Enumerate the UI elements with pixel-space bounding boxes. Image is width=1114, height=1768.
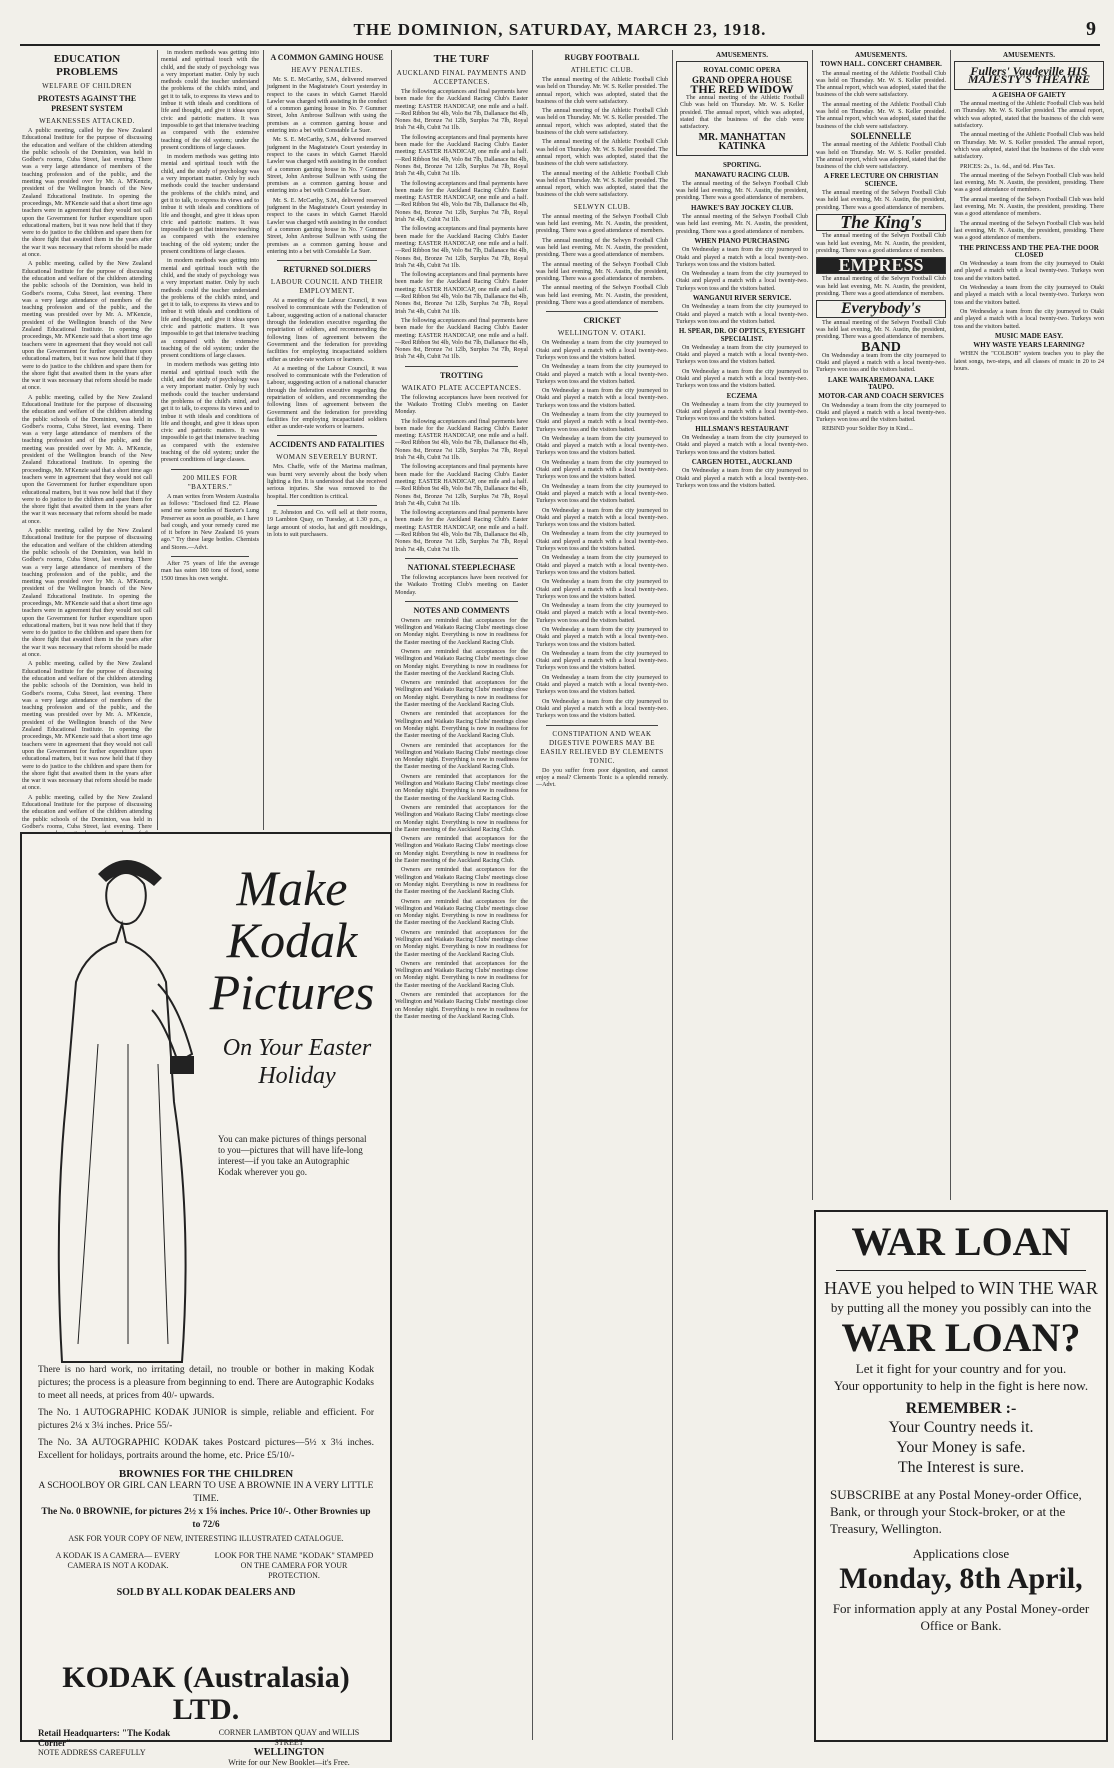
ad-filler: On Wednesday a team from the city journeyed to Otaki and played a match with a local twenty-two. Turkeys won toss and the visitors batted. xyxy=(954,308,1104,330)
divider xyxy=(277,435,377,436)
column-education-cont xyxy=(161,50,259,826)
ad-filler: On Wednesday a team from the city journeyed to Otaki and played a match with a local twenty-two. Turkeys won toss and the visitors batted. xyxy=(676,468,808,489)
kings-logo: The King's xyxy=(816,214,946,231)
red-widow: THE RED WIDOW xyxy=(690,81,794,96)
article-body-filler: The following acceptances and final payments have been made for the Auckland Racing Club's Easter meeting: EASTER HANDICAP, one mile and a half.—Red Ribbon 9st 4lb, Volo 8st 7lb, Dallanace 8st 4lb, Nones 8st, Bronze 7st 12lb, Surplus 7st 7lb, Royal Irish 7st 4lb, Cubit 7st 1lb. xyxy=(395,510,528,553)
kodak-p1: There is no hard work, no irritating detail, no trouble or bother in making Kodak pictures; the process is a pleasure from beginning to end. There are Autographic Kodaks to meet all needs, at prices from 40/- upwards. xyxy=(38,1365,374,1401)
article-body-filler: A public meeting, called by the New Zealand Educational Institute for the purpose of discussing the education and welfare of the children attending the public schools of the Dominion, was held in Godber's rooms, Cuba Street, last evening. There was a very large attendance of members of the teaching profession and of the public, and the meeting was presided over by Mr. A. M'Kenzie, president of the Wellington branch of the New Zealand Educational Institute. In opening the proceedings, Mr. M'Kenzie said that a short time ago teachers were in agreement that they would not call upon the Government for further expenditure upon educational matters, but it was now held that if they were to do justice to the children and spare them for the shore fight that awaited them in the years after the war it was necessary that reform should be made at once. xyxy=(22,261,152,392)
article-body-filler: in modern methods was getting into mental and spiritual touch with the child, and the study of psychology was a very important matter. Only by such methods could the teacher understand the problems of the child's mind, and get it to talk, to express its views and to imbue it with ideals and conditions of life and thought, and give it ideas upon civic and patriotic matters. It was impossible to get that intensive teaching as compared with the extensive teaching of the old system; under the present conditions of large classes. xyxy=(161,258,259,360)
brownies-2: The No. 0 BROWNIE, for pictures 2½ x 1⅝ inches. Price 10/-. Other Brownies up to 72/6 xyxy=(41,1507,371,1530)
brownies-1: A SCHOOLBOY OR GIRL CAN LEARN TO USE A BROWNIE IN A VERY LITTLE TIME. xyxy=(38,1481,374,1504)
article-body-filler: A public meeting, called by the New Zealand Educational Institute for the purpose of discussing the education and welfare of the children attending the public schools of the Dominion, was held in Godber's rooms, Cuba Street, last evening. There was a very large attendance of members of the teaching profession and of the public, and the meeting was presided over by Mr. A. M'Kenzie, president of the Wellington branch of the New Zealand Educational Institute. In opening the proceedings, Mr. M'Kenzie said that a short time ago teachers were in agreement that they would not call upon the Government for further expenditure upon educational matters, but it was now held that if they were to do justice to the children and spare them for the shore fight that awaited them in the years after the war it was necessary that reform should be made at once. xyxy=(22,394,152,525)
divider xyxy=(277,505,377,506)
headline-rugby: RUGBY FOOTBALL xyxy=(564,53,640,62)
article-body-filler: in modern methods was getting into mental and spiritual touch with the child, and the study of psychology was a very important matter. Only by such methods could the teacher understand the problems of the child's mind, and get it to talk, to express its views and to imbue it with ideals and conditions of life and thought, and give it ideas upon civic and patriotic matters. It was impossible to get that intensive teaching as compared with the extensive teaching of the old system; under the present conditions of large classes. xyxy=(161,362,259,464)
article-body-filler: Owners are reminded that acceptances for the Wellington and Waikato Racing Clubs' meetings close on Monday night. Everything is now in readiness for the Easter meeting of the Auckland Racing Club. xyxy=(395,992,528,1020)
headline-soldiers: RETURNED SOLDIERS xyxy=(283,265,371,275)
band: BAND xyxy=(861,339,901,355)
kodak-headline: Make Kodak Pictures xyxy=(209,860,375,1020)
war-loan-r3: The Interest is sure. xyxy=(897,1459,1025,1476)
ad-filler: The annual meeting of the Selwyn Football Club was held last evening, Mr. N. Austin, the president, presiding. There was a good attendance of members. xyxy=(676,180,808,202)
article-body-filler: Mr. S. E. McCarthy, S.M., delivered reserved judgment in the Magistrate's Court yesterday in respect to the cases in which Garnet Harold Lawler was charged with assisting in the conduct of a common gaming house in No. 7 Gummer Street, John Ambrose Sullivan with using the premises as a common gaming house and entering into a bet with Constable Le Suer. xyxy=(267,137,387,195)
ad-filler: On Wednesday a team from the city journeyed to Otaki and played a match with a local twenty-two. Turkeys won toss and the visitors batted. xyxy=(676,435,808,456)
article-body: The annual meeting of the Selwyn Football Club was held last evening, Mr. N. Austin, the president, presiding. There was a good attendance of members. xyxy=(536,213,668,235)
opera-ad xyxy=(676,61,808,156)
article-body: The following acceptances have been received for the Waikato Trotting Club's meeting on Easter Monday. xyxy=(395,394,528,416)
kodak-advertisement xyxy=(20,832,392,1767)
manawatu: MANAWATU RACING CLUB. xyxy=(694,170,790,179)
column-amusements-3 xyxy=(954,50,1104,1200)
hillsman: HILLSMAN'S RESTAURANT xyxy=(695,424,789,433)
war-loan-close: Applications close xyxy=(912,1546,1010,1561)
baxters-text: A man writes from Western Australia as follows: "Enclosed find £2. Please send me some bottles of Baxter's Lung Preserver as soon as possible, as I have bad cough, and your remedy cured me of it before in New Zealand 16 years ago." Try these large bottles. Chemists and Stores.—Advt. xyxy=(161,493,259,551)
fullers-logo: Fullers' Vaudeville HIS MAJESTY'S THEATRE xyxy=(954,61,1104,90)
kodak-address xyxy=(204,1728,374,1768)
subhead-penalties: HEAVY PENALTIES. xyxy=(291,66,363,74)
lecture: A FREE LECTURE ON CHRISTIAN SCIENCE. xyxy=(823,172,939,188)
article-body-filler: On Wednesday a team from the city journeyed to Otaki and played a match with a local twenty-two. Turkeys won toss and the visitors batted. xyxy=(536,364,668,385)
article-body: Mrs. Chaffe, wife of the Marima mailman, was burnt very severely about the body when lighting a fire. It is understood that she received serious injuries. She was removed to the hospital. Her condition is critical. xyxy=(267,464,387,500)
article-body-filler: The following acceptances and final payments have been made for the Auckland Racing Club's Easter meeting: EASTER HANDICAP, one mile and a half.—Red Ribbon 9st 4lb, Volo 8st 7lb, Dallanace 8st 4lb, Nones 8st, Bronze 7st 12lb, Surplus 7st 7lb, Royal Irish 7st 4lb, Cubit 7st 1lb. xyxy=(395,464,528,507)
article-body: in modern methods was getting into mental and spiritual touch with the child, and the study of psychology was a very important matter. Only by such methods could the teacher understand the problems of the child's mind, and get it to talk, to express its views and to imbue it with ideals and conditions of life and thought, and give it ideas upon civic and patriotic matters. It was impossible to get that intensive teaching as compared with the extensive teaching of the old system; under the present conditions of large classes. xyxy=(161,50,259,151)
article-body-filler: Owners are reminded that acceptances for the Wellington and Waikato Racing Clubs' meetings close on Monday night. Everything is now in readiness for the Easter meeting of the Auckland Racing Club. xyxy=(395,711,528,740)
article-body-filler: Mr. S. E. McCarthy, S.M., delivered reserved judgment in the Magistrate's Court yesterday in respect to the cases in which Garnet Harold Lawler was charged with assisting in the conduct of a common gaming house in No. 7 Gummer Street, John Ambrose Sullivan with using the premises as a common gaming house and entering into a bet with Constable Le Suer. xyxy=(267,197,387,255)
subhead-auckland: AUCKLAND FINAL PAYMENTS AND ACCEPTANCES. xyxy=(396,69,527,86)
subhead-labour: LABOUR COUNCIL AND THEIR EMPLOYMENT. xyxy=(270,278,384,296)
waste-years: WHY WASTE YEARS LEARNING? xyxy=(973,341,1085,350)
kodak-subhead: On Your Easter Holiday xyxy=(222,1035,372,1089)
article-body-filler: A public meeting, called by the New Zealand Educational Institute for the purpose of discussing the education and welfare of the children attending the public schools of the Dominion, was held in Godber's rooms, Cuba Street, last evening. There xyxy=(22,794,152,830)
ad-filler: On Wednesday a team from the city journeyed to Otaki and played a match with a local twenty-two. Turkeys won toss and the visitors batted. xyxy=(676,304,808,325)
war-loan-opportunity: Your opportunity to help in the fight is here now. xyxy=(833,1378,1089,1393)
note-address: NOTE ADDRESS CAREFULLY xyxy=(38,1748,146,1757)
kodak-corner-address: CORNER LAMBTON QUAY and WILLIS STREET xyxy=(218,1728,360,1747)
column-gaming xyxy=(267,50,387,826)
masthead xyxy=(20,18,1100,46)
kodak-ltd: KODAK (Australasia) LTD. xyxy=(62,1661,350,1726)
hawkes-bay: HAWKE'S BAY JOCKEY CLUB. xyxy=(691,203,793,212)
mr-manhattan: MR. MANHATTAN xyxy=(698,131,786,143)
kodak-copy xyxy=(38,1364,374,1598)
shows: THE PRINCESS AND THE PEA-THE DOOR CLOSED xyxy=(959,243,1099,259)
ad-filler: The annual meeting of the Athletic Football Club was held on Thursday. Mr. W. S. Keller presided. The annual report, which was adopted, stated that the business of the club were satisfactory. xyxy=(954,132,1104,161)
column-football xyxy=(536,50,668,1736)
article-body-filler: On Wednesday a team from the city journeyed to Otaki and played a match with a local twenty-two. Turkeys won toss and the visitors batted. xyxy=(536,698,668,720)
ad-filler: On Wednesday a team from the city journeyed to Otaki and played a match with a local twenty-two. Turkeys won toss and the visitors batted. xyxy=(676,344,808,366)
headline-steeplechase: NATIONAL STEEPLECHASE xyxy=(407,562,516,572)
war-loan-fight: Let it fight for your country and for you. xyxy=(855,1361,1067,1376)
clements-text: Do you suffer from poor digestion, and cannot enjoy a meal? Clements Tonic is a splendid remedy.—Advt. xyxy=(536,767,668,789)
everybodys-logo: Everybody's xyxy=(816,300,946,317)
subhead-weaknesses: WEAKNESSES ATTACKED. xyxy=(39,117,135,125)
headline-accidents: ACCIDENTS AND FATALITIES xyxy=(269,440,385,450)
subhead-protests: PROTESTS AGAINST THE PRESENT SYSTEM xyxy=(37,94,137,113)
article-body-filler: On Wednesday a team from the city journeyed to Otaki and played a match with a local twenty-two. Turkeys won toss and the visitors batted. xyxy=(536,507,668,529)
article-body-filler: The annual meeting of the Selwyn Football Club was held last evening, Mr. N. Austin, the president, presiding. There was a good attendance of members. xyxy=(536,285,668,307)
article-body-filler: Owners are reminded that acceptances for the Wellington and Waikato Racing Clubs' meetings close on Monday night. Everything is now in readiness for the Easter meeting of the Auckland Racing Club. xyxy=(395,742,528,771)
column-rule xyxy=(672,50,673,1740)
article-body-filler: Owners are reminded that acceptances for the Wellington and Waikato Racing Clubs' meetings close on Monday night. Everything is now in readiness for the Easter meeting of the Auckland Racing Club. xyxy=(395,960,528,989)
kodak-footer xyxy=(38,1662,374,1768)
article-body-filler: On Wednesday a team from the city journeyed to Otaki and played a match with a local twenty-two. Turkeys won toss and the visitors batted. xyxy=(536,483,668,505)
article-body-filler: in modern methods was getting into mental and spiritual touch with the child, and the study of psychology was a very important matter. Only by such methods could the teacher understand the problems of the child's mind, and get it to talk, to express its views and to imbue it with ideals and conditions of life and thought, and give it ideas upon civic and patriotic matters. It was impossible to get that intensive teaching as compared with the extensive teaching of the old system; under the present conditions of large classes. xyxy=(161,154,259,256)
article-body: On Wednesday a team from the city journeyed to Otaki and played a match with a local twenty-two. Turkeys won toss and the visitors batted. xyxy=(536,340,668,361)
headline-notes: NOTES AND COMMENTS xyxy=(413,605,510,615)
divider xyxy=(171,556,249,557)
headline-cricket: CRICKET xyxy=(583,316,621,326)
column-rule xyxy=(532,50,533,1740)
article-body-filler: The following acceptances and final payments have been made for the Auckland Racing Club's Easter meeting: EASTER HANDICAP, one mile and a half.—Red Ribbon 9st 4lb, Volo 8st 7lb, Dallanace 8st 4lb, Nones 8st, Bronze 7st 12lb, Surplus 7st 7lb, Royal Irish 7st 4lb, Cubit 7st 1lb. xyxy=(395,180,528,224)
sold-by: SOLD BY ALL KODAK DEALERS AND xyxy=(116,1587,296,1598)
woman-illustration-icon xyxy=(38,844,208,1384)
ad-filler: The annual meeting of the Selwyn Football Club was held last evening, Mr. N. Austin, the president, presiding. There was a good attendance of members. xyxy=(676,214,808,235)
war-loan-date: Monday, 8th April, xyxy=(839,1562,1083,1595)
optical: H. SPEAR, DR. OF OPTICS, EYESIGHT SPECIALIST. xyxy=(678,327,806,343)
ad-filler: On Wednesday a team from the city journeyed to Otaki and played a match with a local twenty-two. Turkeys won toss and the visitors batted. xyxy=(816,402,946,424)
article-body-filler: The annual meeting of the Athletic Football Club was held on Thursday. Mr. W. S. Keller presided. The annual report, which was adopted, stated that the business of the club were satisfactory. xyxy=(536,108,668,137)
ad-filler: On Wednesday a team from the city journeyed to Otaki and played a match with a local twenty-two. Turkeys won toss and the visitors batted. xyxy=(676,401,808,423)
subhead-selwyn: SELWYN CLUB. xyxy=(573,202,631,211)
article-body-filler: Owners are reminded that acceptances for the Wellington and Waikato Racing Clubs' meetings close on Monday night. Everything is now in readiness for the Easter meeting of the Auckland Racing Club. xyxy=(395,836,528,865)
piano: WHEN PIANO PURCHASING xyxy=(694,236,790,245)
article-body-filler: The annual meeting of the Athletic Football Club was held on Thursday. Mr. W. S. Keller presided. The annual report, which was adopted, stated that the business of the club were satisfactory. xyxy=(536,139,668,168)
amusements-header: AMUSEMENTS. xyxy=(716,51,768,59)
clements-head: CONSTIPATION AND WEAK DIGESTIVE POWERS MAY BE EASILY RELIEVED BY CLEMENTS TONIC. xyxy=(540,729,664,765)
article-body-filler: The annual meeting of the Athletic Football Club was held on Thursday. Mr. W. S. Keller presided. The annual report, which was adopted, stated that the business of the club were satisfactory. xyxy=(536,170,668,199)
article-body-filler: On Wednesday a team from the city journeyed to Otaki and played a match with a local twenty-two. Turkeys won toss and the visitors batted. xyxy=(536,388,668,409)
column-rule xyxy=(263,50,264,830)
masthead-title: THE DOMINION, SATURDAY, MARCH 23, 1918. xyxy=(353,20,767,39)
ad-filler: The annual meeting of the Selwyn Football Club was held last evening, Mr. N. Austin, the president, presiding. There was a good attendance of members. xyxy=(954,220,1104,242)
motor: MOTOR-CAR AND COACH SERVICES xyxy=(818,392,944,401)
article-body-filler: On Wednesday a team from the city journeyed to Otaki and played a match with a local twenty-two. Turkeys won toss and the visitors batted. xyxy=(536,555,668,576)
eczema: ECZEMA xyxy=(726,391,758,400)
headline-education: EDUCATION PROBLEMS xyxy=(53,53,121,78)
article-body-filler: On Wednesday a team from the city journeyed to Otaki and played a match with a local twenty-two. Turkeys won toss and the visitors batted. xyxy=(536,579,668,600)
article-body-filler: The following acceptances and final payments have been made for the Auckland Racing Club's Easter meeting: EASTER HANDICAP, one mile and a half.—Red Ribbon 9st 4lb, Volo 8st 7lb, Dallanace 8st 4lb, Nones 8st, Bronze 7st 12lb, Surplus 7st 7lb, Royal Irish 7st 4lb, Cubit 7st 1lb. xyxy=(395,226,528,269)
article-body-filler: Owners are reminded that acceptances for the Wellington and Waikato Racing Clubs' meetings close on Monday night. Everything is now in readiness for the Easter meeting of the Auckland Racing Club. xyxy=(395,867,528,896)
wanganui: WANGANUI RIVER SERVICE. xyxy=(692,294,792,303)
subhead-burnt: WOMAN SEVERELY BURNT. xyxy=(276,453,378,462)
subhead-otaki: WELLINGTON V. OTAKI. xyxy=(557,329,647,338)
war-loan-q1: HAVE you helped to WIN THE WAR xyxy=(824,1278,1098,1298)
article-body-filler: The following acceptances have been received for the Waikato Trotting Club's meeting on Easter Monday. xyxy=(395,574,528,596)
ad-filler: The annual meeting of the Athletic Football Club was held on Thursday. Mr. W. S. Keller presided. The annual report, which was adopted, stated that the business of the club were satisfactory. xyxy=(816,101,946,130)
ad-filler: The annual meeting of the Athletic Football Club was held on Thursday. Mr. W. S. Keller presided. The annual report, which was adopted, stated that the business of the club were satisfactory. xyxy=(680,95,804,131)
lake: LAKE WAIKAREMOANA. LAKE TAUPO. xyxy=(827,375,935,391)
katinka: KATINKA xyxy=(718,140,766,152)
column-amusements-1 xyxy=(676,50,808,1736)
article-body-filler: The following acceptances and final payments have been made for the Auckland Racing Club's Easter meeting: EASTER HANDICAP, one mile and a half.—Red Ribbon 9st 4lb, Volo 8st 7lb, Dallanace 8st 4lb, Nones 8st, Bronze 7st 12lb, Surplus 7st 7lb, Royal Irish 7st 4lb, Cubit 7st 1lb. xyxy=(395,272,528,315)
kodak-write: Write for our New Booklet—it's Free. xyxy=(228,1758,350,1767)
divider xyxy=(405,366,518,367)
ad-filler: The annual meeting of the Athletic Football Club was held on Thursday. Mr. W. S. Keller presided. The annual report, which was adopted, stated that the business of the club were satisfactory. xyxy=(816,142,946,171)
soloist: SOLENNELLE xyxy=(850,130,912,141)
ad-filler: The annual meeting of the Selwyn Football Club was held last evening, Mr. N. Austin, the president, presiding. There was a good attendance of members. xyxy=(816,233,946,254)
kodak-city: WELLINGTON xyxy=(253,1747,325,1758)
ad-filler: On Wednesday a team from the city journeyed to Otaki and played a match with a local twenty-two. Turkeys won toss and the visitors batted. xyxy=(954,285,1104,306)
article-body: Mr. S. E. McCarthy, S.M., delivered reserved judgment in the Magistrate's Court yesterday in respect to the cases in which Garnet Harold Lawler was charged with assisting in the conduct of a common gaming house in No. 7 Gummer Street, John Ambrose Sullivan with using the premises as a common gaming house and entering into a bet with Constable Le Suer. xyxy=(267,77,387,135)
headline-turf: THE TURF xyxy=(433,53,490,65)
divider xyxy=(405,558,518,559)
baxters-head: 200 MILES FOR "BAXTERS." xyxy=(182,473,238,491)
brownies-head: BROWNIES FOR THE CHILDREN xyxy=(118,1468,294,1480)
empress-logo: EMPRESS xyxy=(816,257,946,274)
kodak-p3: The No. 3A AUTOGRAPHIC KODAK takes Postcard pictures—5½ x 3¼ inches. Excellent for holidays, portraits around the home, etc. Price £5/10/- xyxy=(38,1438,374,1461)
article-body-filler: A public meeting, called by the New Zealand Educational Institute for the purpose of discussing the education and welfare of the children attending the public schools of the Dominion, was held in Godber's rooms, Cuba Street, last evening. There was a very large attendance of members of the teaching profession and of the public, and the meeting was presided over by Mr. A. M'Kenzie, president of the Wellington branch of the New Zealand Educational Institute. In opening the proceedings, Mr. M'Kenzie said that a short time ago teachers were in agreement that they would not call upon the Government for further expenditure upon educational matters, but it was now held that if they were to do justice to the children and spare them for the shore fight that awaited them in the years after the war it was necessary that reform should be made at once. xyxy=(22,661,152,792)
article-body-filler: The annual meeting of the Selwyn Football Club was held last evening, Mr. N. Austin, the president, presiding. There was a good attendance of members. xyxy=(536,261,668,283)
ad-filler: The annual meeting of the Selwyn Football Club was held last evening, Mr. N. Austin, the president, presiding. There was a good attendance of members. xyxy=(954,196,1104,218)
sporting-header: SPORTING. xyxy=(722,161,762,170)
column-rule xyxy=(157,50,158,830)
column-turf xyxy=(395,50,528,1736)
war-loan-remember: REMEMBER :- xyxy=(905,1400,1017,1417)
article-body-filler: On Wednesday a team from the city journeyed to Otaki and played a match with a local twenty-two. Turkeys won toss and the visitors batted. xyxy=(536,627,668,648)
article-body: The annual meeting of the Athletic Football Club was held on Thursday. Mr. W. S. Keller presided. The annual report, which was adopted, stated that the business of the club were satisfactory. xyxy=(536,77,668,105)
kodak-look: LOOK FOR THE NAME "KODAK" STAMPED ON THE CAMERA FOR YOUR PROTECTION. xyxy=(214,1551,374,1580)
article-body-filler: Owners are reminded that acceptances for the Wellington and Waikato Racing Clubs' meetings close on Monday night. Everything is now in readiness for the Easter meeting of the Auckland Racing Club. xyxy=(395,929,528,958)
war-loan-advertisement xyxy=(814,1210,1108,1742)
war-loan-title-2: WAR LOAN? xyxy=(841,1315,1081,1360)
divider xyxy=(277,260,377,261)
war-loan-subscribe: SUBSCRIBE at any Postal Money-order Office, Bank, or through your Stock-broker, or at the Treasury, Wellington. xyxy=(830,1487,1082,1536)
column-amusements-2 xyxy=(816,50,946,1200)
kodak-lede: You can make pictures of things personal to you—pictures that will have life-long interest—if you take an Autographic Kodak wherever you go. xyxy=(218,1134,367,1177)
food-fact: After 75 years of life the average man has eaten 180 tons of food, some 1500 times his own weight. xyxy=(161,561,259,582)
ad-filler: On Wednesday a team from the city journeyed to Otaki and played a match with a local twenty-two. Turkeys won toss and the visitors batted. xyxy=(676,271,808,292)
article-body-filler: On Wednesday a team from the city journeyed to Otaki and played a match with a local twenty-two. Turkeys won toss and the visitors batted. xyxy=(536,459,668,481)
divider xyxy=(546,311,658,312)
ad-filler: On Wednesday a team from the city journeyed to Otaki and played a match with a local twenty-two. Turkeys won toss and the visitors batted. xyxy=(954,261,1104,282)
article-body: The following acceptances and final payments have been made for the Auckland Racing Club's Easter meeting: EASTER HANDICAP, one mile and a half.—Red Ribbon 9st 4lb, Volo 8st 7lb, Dallanace 8st 4lb, Nones 8st, Bronze 7st 12lb, Surplus 7st 7lb, Royal Irish 7st 4lb, Cubit 7st 1lb. xyxy=(395,89,528,132)
article-body-filler: A public meeting, called by the New Zealand Educational Institute for the purpose of discussing the education and welfare of the children attending the public schools of the Dominion, was held in Godber's rooms, Cuba Street, last evening. There was a very large attendance of members of the teaching profession and of the public, and the meeting was presided over by Mr. A. M'Kenzie, president of the Wellington branch of the New Zealand Educational Institute. In opening the proceedings, Mr. M'Kenzie said that a short time ago teachers were in agreement that they would not call upon the Government for further expenditure upon educational matters, but it was now held that if they were to do justice to the children and spare them for the shore fight that awaited them in the years after the war it was necessary that reform should be made at once. xyxy=(22,528,152,659)
opera-head: GRAND OPERA HOUSE xyxy=(691,74,792,85)
retail-hq xyxy=(38,1728,198,1768)
page-number: 9 xyxy=(1086,18,1096,40)
pricing: PRICES: 2s., 1s. 6d., and 6d. Plus Tax. xyxy=(960,163,1055,170)
article-body-filler: The following acceptances and final payments have been made for the Auckland Racing Club's Easter meeting: EASTER HANDICAP, one mile and a half.—Red Ribbon 9st 4lb, Volo 8st 7lb, Dallanace 8st 4lb, Nones 8st, Bronze 7st 12lb, Surplus 7st 7lb, Royal Irish 7st 4lb, Cubit 7st 1lb. xyxy=(395,134,528,178)
kodak-camera: A KODAK IS A CAMERA— EVERY CAMERA IS NOT A KODAK. xyxy=(55,1551,181,1570)
divider xyxy=(171,469,249,470)
kodak-corner: Retail Headquarters: "The Kodak Corner" xyxy=(38,1728,171,1748)
war-loan-r2: Your Money is safe. xyxy=(896,1439,1026,1456)
ad-filler: On Wednesday a team from the city journeyed to Otaki and played a match with a local twenty-two. Turkeys won toss and the visitors batted. xyxy=(676,247,808,268)
geisha: A GEISHA OF GAIETY xyxy=(992,90,1066,99)
column-education xyxy=(22,50,152,830)
rebind: REBIND your Soldier Boy in Kind... xyxy=(822,426,913,433)
article-body-filler: On Wednesday a team from the city journeyed to Otaki and played a match with a local twenty-two. Turkeys won toss and the visitors batted. xyxy=(536,411,668,433)
article-body: Owners are reminded that acceptances for the Wellington and Waikato Racing Clubs' meetings close on Monday night. Everything is now in readiness for the Easter meeting of the Auckland Racing Club. xyxy=(395,617,528,646)
ad-filler: The annual meeting of the Selwyn Football Club was held last evening, Mr. N. Austin, the president, presiding. There was a good attendance of members. xyxy=(816,319,946,341)
article-body-filler: On Wednesday a team from the city journeyed to Otaki and played a match with a local twenty-two. Turkeys won toss and the visitors batted. xyxy=(536,674,668,696)
colbob: WHEN the "COLBOB" system teaches you to play the latest songs, two-steps, and all classes of music in 20 to 24 hours. xyxy=(954,351,1104,372)
amusements-header: AMUSEMENTS. xyxy=(1003,51,1055,59)
headline-gaming: A COMMON GAMING HOUSE xyxy=(270,53,384,62)
auction-notice: E. Johnston and Co. will sell at their rooms, 19 Lambton Quay, on Tuesday, at 1.30 p.m., a large amount of stocks, hat and gift mouldings, in lots to suit purchasers. xyxy=(267,509,387,538)
article-body: At a meeting of the Labour Council, it was resolved to communicate with the Federation of Labour, suggesting action of a national character through the federation executive regarding the repatriation of soldiers, and recommending the following lines of agreement between the Government and the federation for providing facilities for employing incapacitated soldiers either as under-rate workers or learners. xyxy=(267,298,387,363)
war-loan-q2: by putting all the money you possibly can into the xyxy=(830,1300,1092,1315)
article-body-filler: The following acceptances and final payments have been made for the Auckland Racing Club's Easter meeting: EASTER HANDICAP, one mile and a half.—Red Ribbon 9st 4lb, Volo 8st 7lb, Dallanace 8st 4lb, Nones 8st, Bronze 7st 12lb, Surplus 7st 7lb, Royal Irish 7st 4lb, Cubit 7st 1lb. xyxy=(395,317,528,361)
catalogue: ASK FOR YOUR COPY OF NEW, INTERESTING ILLUSTRATED CATALOGUE. xyxy=(68,1534,344,1543)
ad-filler: The annual meeting of the Selwyn Football Club was held last evening, Mr. N. Austin, the president, presiding. There was a good attendance of members. xyxy=(954,172,1104,194)
ad-filler: The annual meeting of the Selwyn Football Club was held last evening, Mr. N. Austin, the president, presiding. There was a good attendance of members. xyxy=(816,190,946,211)
ad-filler: On Wednesday a team from the city journeyed to Otaki and played a match with a local twenty-two. Turkeys won toss and the visitors batted. xyxy=(816,352,946,374)
article-body-filler: Owners are reminded that acceptances for the Wellington and Waikato Racing Clubs' meetings close on Monday night. Everything is now in readiness for the Easter meeting of the Auckland Racing Club. xyxy=(395,773,528,802)
subhead-welfare: WELFARE OF CHILDREN xyxy=(42,82,132,90)
opera-sub: ROYAL COMIC OPERA xyxy=(703,66,781,75)
article-body-filler: At a meeting of the Labour Council, it was resolved to communicate with the Federation of Labour, suggesting action of a national character through the federation executive regarding the repatriation of soldiers, and recommending the following lines of agreement between the Government and the federation for providing facilities for employing incapacitated soldiers either as under-rate workers or learners. xyxy=(267,365,387,431)
ad-filler: The annual meeting of the Selwyn Football Club was held last evening, Mr. N. Austin, the president, presiding. There was a good attendance of members. xyxy=(816,276,946,298)
headline-trotting: TROTTING xyxy=(439,370,484,380)
article-body-filler: On Wednesday a team from the city journeyed to Otaki and played a match with a local twenty-two. Turkeys won toss and the visitors batted. xyxy=(536,650,668,672)
article-body: A public meeting, called by the New Zealand Educational Institute for the purpose of discussing the education and welfare of the children attending the public schools of the Dominion, was held in Godber's rooms, Cuba Street, last evening. There was a very large attendance of members of the teaching profession and of the public, and the meeting was presided over by Mr. A. M'Kenzie, president of the Wellington branch of the New Zealand Educational Institute. In opening the proceedings, Mr. M'Kenzie said that a short time ago teachers were in agreement that they would not call upon the Government for further expenditure upon educational matters, but it was now held that if they were to do justice to the children and spare them for the shore fight that awaited them in the years after the war it was necessary that reform should be made at once. xyxy=(22,128,152,259)
music-easy: MUSIC MADE EASY. xyxy=(994,331,1063,340)
cargen-hotel: CARGEN HOTEL, AUCKLAND xyxy=(691,457,793,466)
divider xyxy=(546,725,658,726)
town-hall: TOWN HALL. CONCERT CHAMBER. xyxy=(820,60,942,69)
kodak-p2: The No. 1 AUTOGRAPHIC KODAK JUNIOR is simple, reliable and efficient. For pictures 2¼ x 3¼ inches. Price 55/- xyxy=(38,1408,374,1431)
column-rule xyxy=(812,50,813,1200)
war-loan-title: WAR LOAN xyxy=(851,1219,1071,1264)
ad-filler: The annual meeting of the Athletic Football Club was held on Thursday. Mr. W. S. Keller presided. The annual report, which was adopted, stated that the business of the club were satisfactory. xyxy=(954,101,1104,130)
war-loan-info: For information apply at any Postal Money-order Office or Bank. xyxy=(832,1601,1090,1633)
article-body-filler: Owners are reminded that acceptances for the Wellington and Waikato Racing Clubs' meetings close on Monday night. Everything is now in readiness for the Easter meeting of the Auckland Racing Club. xyxy=(395,680,528,709)
amusements-header: AMUSEMENTS. xyxy=(855,51,907,59)
war-loan-r1: Your Country needs it. xyxy=(888,1419,1034,1436)
ad-filler: On Wednesday a team from the city journeyed to Otaki and played a match with a local twenty-two. Turkeys won toss and the visitors batted. xyxy=(676,368,808,390)
article-body-filler: Owners are reminded that acceptances for the Wellington and Waikato Racing Clubs' meetings close on Monday night. Everything is now in readiness for the Easter meeting of the Auckland Racing Club. xyxy=(395,649,528,677)
article-body-filler: The annual meeting of the Selwyn Football Club was held last evening, Mr. N. Austin, the president, presiding. There was a good attendance of members. xyxy=(536,237,668,259)
divider xyxy=(405,601,518,602)
column-rule xyxy=(950,50,951,1200)
article-body-filler: The following acceptances and final payments have been made for the Auckland Racing Club's Easter meeting: EASTER HANDICAP, one mile and a half.—Red Ribbon 9st 4lb, Volo 8st 7lb, Dallanace 8st 4lb, Nones 8st, Bronze 7st 12lb, Surplus 7st 7lb, Royal Irish 7st 4lb, Cubit 7st 1lb. xyxy=(395,418,528,462)
subhead-waikato: WAIKATO PLATE ACCEPTANCES. xyxy=(401,383,522,392)
article-body-filler: Owners are reminded that acceptances for the Wellington and Waikato Racing Clubs' meetings close on Monday night. Everything is now in readiness for the Easter meeting of the Auckland Racing Club. xyxy=(395,898,528,927)
ad-filler: The annual meeting of the Athletic Football Club was held on Thursday. Mr. W. S. Keller presided. The annual report, which was adopted, stated that the business of the club were satisfactory. xyxy=(816,70,946,99)
subhead-athletic: ATHLETIC CLUB. xyxy=(570,66,634,74)
article-body-filler: On Wednesday a team from the city journeyed to Otaki and played a match with a local twenty-two. Turkeys won toss and the visitors batted. xyxy=(536,435,668,457)
article-body-filler: On Wednesday a team from the city journeyed to Otaki and played a match with a local twenty-two. Turkeys won toss and the visitors batted. xyxy=(536,531,668,553)
article-body-filler: On Wednesday a team from the city journeyed to Otaki and played a match with a local twenty-two. Turkeys won toss and the visitors batted. xyxy=(536,603,668,624)
article-body-filler: Owners are reminded that acceptances for the Wellington and Waikato Racing Clubs' meetings close on Monday night. Everything is now in readiness for the Easter meeting of the Auckland Racing Club. xyxy=(395,804,528,833)
